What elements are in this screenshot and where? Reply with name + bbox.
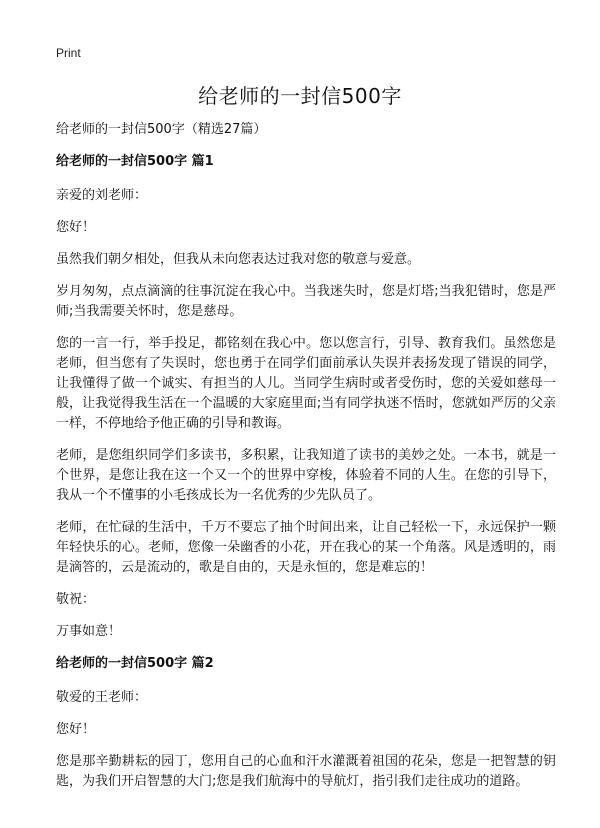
paragraph: 老师，是您组织同学们多读书，多积累，让我知道了读书的美妙之处。一本书，就是一个世界，是您让我在这一个又一个的世界中穿梭，体验着不同的人生。在您的引导下，我从一个不懂事的小毛孩成长为一名优秀的少先队员了。 xyxy=(56,448,556,503)
paragraph: 老师，在忙碌的生活中，千万不要忘了抽个时间出来，让自己轻松一下，永远保护一颗年轻快乐的心。老师，您像一朵幽香的小花，开在我心的某一个角落。风是透明的，雨是滴答的，云是流动的，歌是自由的，天是永恒的，您是难忘的！ xyxy=(56,520,556,575)
paragraph: 您的一言一行，举手投足，都铭刻在我心中。您以您言行，引导、教育我们。虽然您是老师，但当您有了失误时，您也勇于在同学们面前承认失误并表扬发现了错误的同学，让我懂得了做一个诚实、有担当的人儿。当同学生病时或者受伤时，您的关爱如慈母一般，让我觉得我生活在一个温暖的大家庭里面;当有同学执迷不悟时，您就如严厉的父亲一样，不停地给予他正确的引导和教诲。 xyxy=(56,336,556,431)
section-2 xyxy=(56,654,556,792)
section-1 xyxy=(56,152,556,642)
salutation: 亲爱的刘老师： xyxy=(56,188,148,203)
paragraph: 虽然我们朝夕相处，但我从未向您表达过我对您的敬意与爱意。 xyxy=(56,252,421,267)
salutation: 敬爱的王老师： xyxy=(56,690,148,705)
document-subtitle: 给老师的一封信500字（精选27篇） xyxy=(56,122,267,137)
paragraph: 岁月匆匆，点点滴滴的往事沉淀在我心中。当我迷失时，您是灯塔;当我犯错时，您是严师;当我需要关怀时，您是慈母。 xyxy=(56,284,556,319)
closing: 敬祝： xyxy=(56,592,96,607)
paragraph: 您是那辛勤耕耘的园丁，您用自己的心血和汗水灌溉着祖国的花朵，您是一把智慧的钥匙，为我们开启智慧的大门;您是我们航海中的导航灯，指引我们走往成功的道路。 xyxy=(56,754,556,789)
section-heading: 给老师的一封信500字 篇1 xyxy=(56,154,214,169)
closing-wish: 万事如意！ xyxy=(56,624,122,639)
page-title: 给老师的一封信500字 xyxy=(198,84,402,108)
print-label[interactable]: Print xyxy=(56,46,81,60)
document-body xyxy=(56,120,556,804)
section-heading: 给老师的一封信500字 篇2 xyxy=(56,656,214,671)
greeting: 您好！ xyxy=(56,722,96,737)
greeting: 您好！ xyxy=(56,220,96,235)
